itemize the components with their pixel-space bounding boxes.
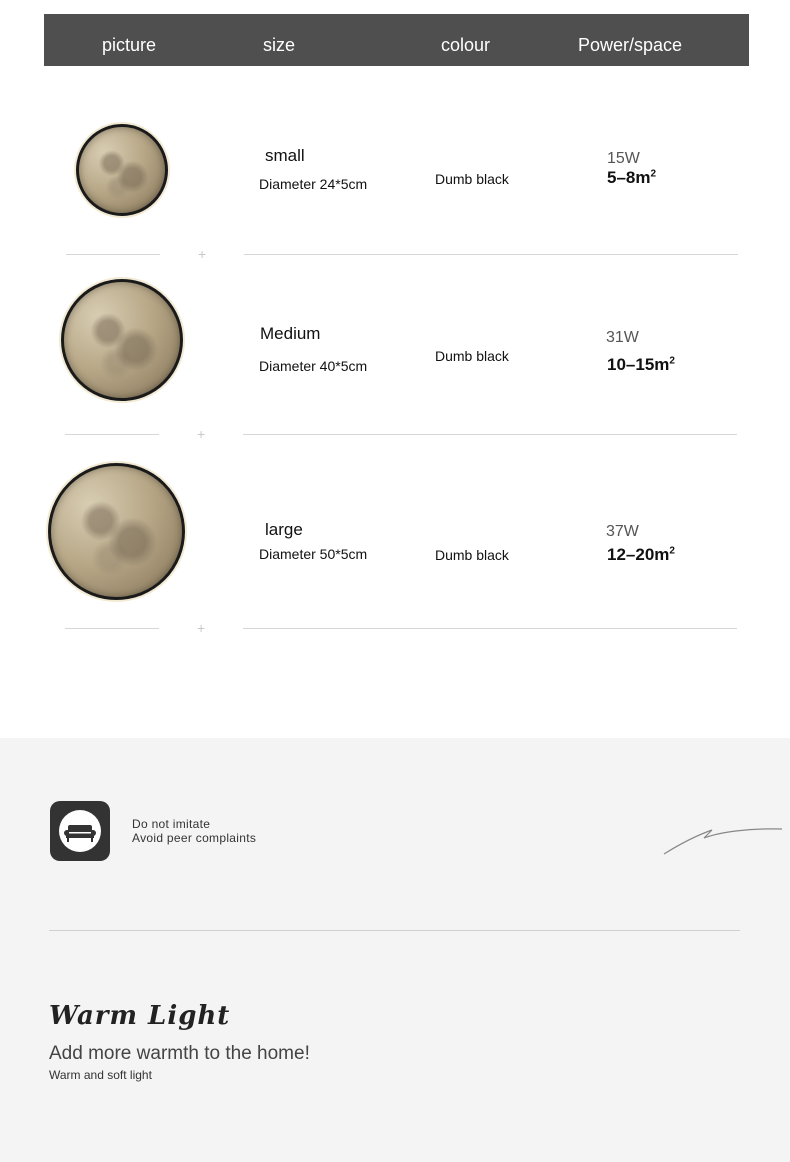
space-unit-sup: 2 (669, 355, 675, 367)
divider-plus: + (198, 246, 207, 262)
space-value (607, 355, 675, 375)
divider-plus: + (197, 620, 206, 636)
size-name: large (265, 520, 303, 539)
space-text: 5–8m (607, 168, 651, 187)
feature-tagline: Add more warmth to the home! (49, 1043, 310, 1064)
size-dimension: Diameter 40*5cm (259, 358, 368, 374)
space-text: 12–20m (607, 545, 670, 564)
power-value: 37W (606, 523, 639, 540)
power-value: 15W (607, 150, 640, 167)
space-unit-sup: 2 (650, 168, 657, 180)
section-divider (49, 930, 740, 931)
colour-value: Dumb black (435, 547, 509, 563)
space-unit-sup: 2 (669, 545, 675, 557)
row-divider (65, 628, 159, 629)
divider-plus: + (197, 426, 206, 442)
row-divider (243, 628, 737, 629)
sofa-icon (50, 801, 110, 861)
space-value (607, 545, 675, 565)
feature-section (0, 738, 790, 1162)
feature-subtitle: Warm and soft light (49, 1068, 152, 1082)
moon-lamp-image (48, 463, 185, 600)
space-text: 10–15m (607, 355, 670, 374)
power-value: 31W (606, 329, 639, 346)
header-colour: colour (441, 35, 491, 55)
header-picture: picture (102, 35, 157, 55)
size-name: small (265, 146, 305, 165)
moon-lamp-image (76, 124, 168, 216)
size-dimension: Diameter 50*5cm (259, 546, 368, 562)
notice-line-1: Do not imitate (132, 817, 211, 831)
table-header (44, 14, 749, 66)
colour-value: Dumb black (435, 348, 509, 364)
row-divider (66, 254, 160, 255)
header-power-space: Power/space (578, 35, 683, 55)
size-dimension: Diameter 24*5cm (259, 176, 368, 192)
moon-lamp-image (61, 279, 183, 401)
row-divider (65, 434, 159, 435)
swoosh-decoration (660, 826, 785, 856)
colour-value: Dumb black (435, 171, 509, 187)
feature-title: Warm Light (49, 1001, 231, 1031)
space-value (607, 168, 656, 188)
notice-line-2: Avoid peer complaints (132, 831, 257, 845)
size-name: Medium (260, 324, 321, 343)
row-divider (243, 434, 737, 435)
row-divider (244, 254, 738, 255)
header-size: size (263, 35, 296, 55)
